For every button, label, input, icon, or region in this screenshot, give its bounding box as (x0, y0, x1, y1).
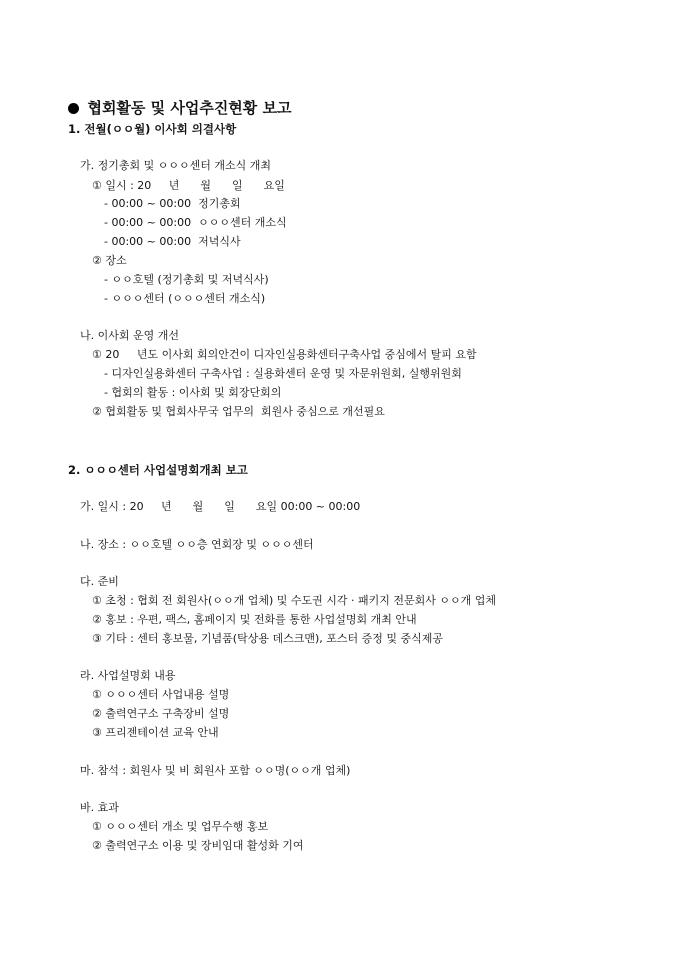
s1-ga-item-2: - 00:00 ~ 00:00 ㅇㅇㅇ센터 개소식 (104, 216, 287, 229)
s1-ga-place-1: - ㅇㅇ호텔 (정기총회 및 저녁식사) (104, 273, 269, 286)
s2-na: 나. 장소 : ㅇㅇ호텔 ㅇㅇ층 연회장 및 ㅇㅇㅇ센터 (80, 538, 314, 551)
s2-da-item-1: ① 초청 : 협회 전 회원사(ㅇㅇ개 업체) 및 수도권 시각 · 패키지 전문회사 ㅇㅇ개 업체 (92, 594, 497, 607)
s2-ba-item-2: ② 출력연구소 이용 및 장비임대 활성화 기여 (92, 839, 304, 852)
s2-da-heading: 다. 준비 (80, 575, 119, 588)
s1-na-subitem-2: - 협회의 활동 : 이사회 및 회장단회의 (104, 386, 282, 399)
s1-ga-item-1: - 00:00 ~ 00:00 정기총회 (104, 197, 241, 210)
s2-ra-heading: 라. 사업설명회 내용 (80, 669, 176, 682)
s1-ga-heading: 가. 정기총회 및 ㅇㅇㅇ센터 개소식 개최 (80, 159, 271, 172)
main-title (58, 78, 292, 118)
main-title-text: 협회활동 및 사업추진현황 보고 (87, 99, 292, 117)
s2-ra-item-2: ② 출력연구소 구축장비 설명 (92, 707, 230, 720)
s1-na-heading: 나. 이사회 운영 개선 (80, 329, 179, 342)
s1-na-item-1: ① 20 년도 이사회 회의안건이 디자인실용화센터구축사업 중심에서 탈피 요함 (92, 348, 477, 361)
section2-title: 2. ㅇㅇㅇ센터 사업설명회개최 보고 (68, 463, 248, 477)
s2-ma: 마. 참석 : 회원사 및 비 회원사 포함 ㅇㅇ명(ㅇㅇ개 업체) (80, 764, 351, 777)
s1-ga-place-2: - ㅇㅇㅇ센터 (ㅇㅇㅇ센터 개소식) (104, 292, 266, 305)
s2-ba-heading: 바. 효과 (80, 801, 119, 814)
s2-ra-item-3: ③ 프리젠테이션 교육 안내 (92, 726, 219, 739)
s2-ga: 가. 일시 : 20 년 월 일 요일 00:00 ~ 00:00 (80, 500, 361, 513)
s2-ba-item-1: ① ㅇㅇㅇ센터 개소 및 업무수행 홍보 (92, 820, 269, 833)
s2-da-item-2: ② 홍보 : 우편, 팩스, 홈페이지 및 전화를 통한 사업설명회 개최 안내 (92, 613, 417, 626)
bullet-dot-icon (68, 103, 79, 114)
s1-na-subitem-1: - 디자인실용화센터 구축사업 : 실용화센터 운영 및 자문위원회, 실행위원회 (104, 367, 462, 380)
s2-da-item-3: ③ 기타 : 센터 홍보물, 기념품(탁상용 데스크맨), 포스터 증정 및 중식제공 (92, 632, 444, 645)
section1-title: 1. 전월(ㅇㅇ월) 이사회 의결사항 (68, 122, 237, 136)
s2-ra-item-1: ① ㅇㅇㅇ센터 사업내용 설명 (92, 688, 230, 701)
s1-na-item-2: ② 협회활동 및 협회사무국 업무의 회원사 중심으로 개선필요 (92, 405, 385, 418)
s1-ga-date: ① 일시 : 20 년 월 일 요일 (92, 179, 285, 192)
s1-ga-item-3: - 00:00 ~ 00:00 저녁식사 (104, 235, 241, 248)
s1-ga-place: ② 장소 (92, 254, 127, 267)
